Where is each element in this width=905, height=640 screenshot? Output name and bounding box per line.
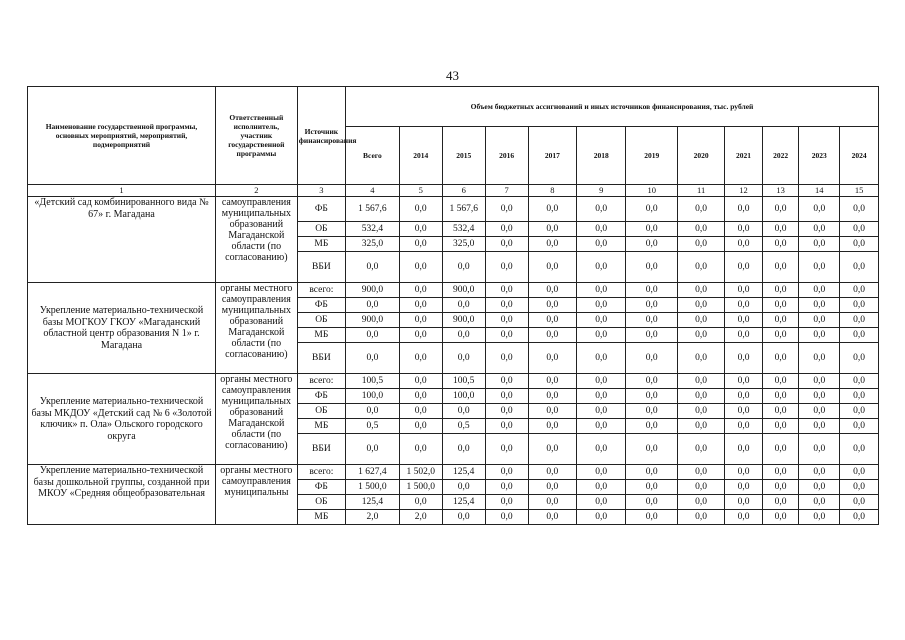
year-value-cell: 0,0	[485, 480, 528, 495]
year-value-cell: 0,0	[626, 298, 678, 313]
year-value-cell: 0,0	[677, 328, 724, 343]
funding-source: ОБ	[297, 495, 345, 510]
funding-source: МБ	[297, 510, 345, 525]
total-cell: 1 500,0	[346, 480, 400, 495]
year-value-cell: 0,0	[485, 197, 528, 222]
year-value-cell: 0,0	[399, 313, 442, 328]
year-value-cell: 0,0	[399, 495, 442, 510]
funding-source: всего:	[297, 283, 345, 298]
year-value-cell: 0,0	[725, 419, 763, 434]
total-cell: 900,0	[346, 313, 400, 328]
table-row	[28, 465, 879, 480]
column-number: 5	[399, 185, 442, 197]
year-value-cell: 0,0	[528, 404, 576, 419]
year-value-cell: 0,0	[442, 404, 485, 419]
header-year: 2020	[677, 127, 724, 185]
year-value-cell: 0,0	[577, 404, 626, 419]
funding-source: ОБ	[297, 222, 345, 237]
year-value-cell: 0,0	[677, 404, 724, 419]
year-value-cell: 0,0	[485, 389, 528, 404]
header-volume: Объем бюджетных ассигнований и иных источников финансирования, тыс. рублей	[346, 87, 879, 127]
year-value-cell: 0,0	[626, 313, 678, 328]
year-value-cell: 125,4	[442, 495, 485, 510]
year-value-cell: 0,0	[626, 328, 678, 343]
year-value-cell: 0,0	[577, 222, 626, 237]
year-value-cell: 0,0	[626, 434, 678, 465]
year-value-cell: 0,0	[528, 328, 576, 343]
column-number: 7	[485, 185, 528, 197]
year-value-cell: 0,0	[399, 328, 442, 343]
year-value-cell: 0,0	[626, 404, 678, 419]
year-value-cell: 0,0	[762, 283, 799, 298]
header-year: 2014	[399, 127, 442, 185]
year-value-cell: 0,0	[528, 298, 576, 313]
year-value-cell: 0,0	[626, 510, 678, 525]
year-value-cell: 0,0	[485, 222, 528, 237]
year-value-cell: 0,0	[577, 313, 626, 328]
year-value-cell: 0,0	[528, 252, 576, 283]
year-value-cell: 0,0	[485, 237, 528, 252]
year-value-cell: 0,0	[577, 328, 626, 343]
executor: органы местного самоуправления муниципальны	[216, 465, 298, 525]
total-cell: 100,0	[346, 389, 400, 404]
year-value-cell: 0,0	[799, 237, 840, 252]
year-value-cell: 0,0	[577, 434, 626, 465]
year-value-cell: 0,0	[677, 434, 724, 465]
year-value-cell: 0,0	[442, 328, 485, 343]
year-value-cell: 0,0	[799, 197, 840, 222]
funding-source: ОБ	[297, 313, 345, 328]
year-value-cell: 0,0	[762, 252, 799, 283]
year-value-cell: 0,0	[577, 389, 626, 404]
year-value-cell: 0,0	[725, 237, 763, 252]
year-value-cell: 0,0	[725, 465, 763, 480]
year-value-cell: 0,0	[528, 465, 576, 480]
year-value-cell: 0,0	[626, 252, 678, 283]
year-value-cell: 0,0	[577, 237, 626, 252]
column-number-row	[28, 185, 879, 197]
total-cell: 0,0	[346, 252, 400, 283]
year-value-cell: 0,0	[577, 510, 626, 525]
column-number: 15	[840, 185, 879, 197]
funding-source: ВБИ	[297, 252, 345, 283]
total-cell: 100,5	[346, 374, 400, 389]
year-value-cell: 0,0	[799, 252, 840, 283]
budget-table	[27, 86, 879, 525]
funding-source: ФБ	[297, 480, 345, 495]
year-value-cell: 0,0	[528, 222, 576, 237]
year-value-cell: 0,0	[528, 495, 576, 510]
year-value-cell: 0,0	[485, 495, 528, 510]
year-value-cell: 0,0	[442, 343, 485, 374]
year-value-cell: 0,0	[485, 313, 528, 328]
measure-name: Укрепление материально-технической базы дошкольной группы, созданной при МКОУ «Средняя общеобразовательная	[28, 465, 216, 525]
year-value-cell: 0,0	[725, 434, 763, 465]
year-value-cell: 0,0	[762, 374, 799, 389]
year-value-cell: 0,0	[528, 313, 576, 328]
executor: самоуправления муниципальных образований Магаданской области (по согласованию)	[216, 197, 298, 283]
year-value-cell: 0,0	[725, 389, 763, 404]
year-value-cell: 0,0	[399, 222, 442, 237]
year-value-cell: 0,0	[577, 343, 626, 374]
header-executor: Ответственный исполнитель, участник государственной программы	[216, 87, 298, 185]
year-value-cell: 0,0	[840, 419, 879, 434]
year-value-cell: 0,0	[840, 222, 879, 237]
year-value-cell: 0,0	[577, 283, 626, 298]
year-value-cell: 0,0	[762, 434, 799, 465]
table-row	[28, 283, 879, 298]
year-value-cell: 0,0	[677, 222, 724, 237]
funding-source: ОБ	[297, 404, 345, 419]
year-value-cell: 0,0	[762, 404, 799, 419]
year-value-cell: 0,0	[528, 197, 576, 222]
year-value-cell: 0,0	[725, 252, 763, 283]
year-value-cell: 0,0	[528, 283, 576, 298]
year-value-cell: 0,0	[485, 343, 528, 374]
year-value-cell: 0,0	[677, 510, 724, 525]
year-value-cell: 0,0	[677, 252, 724, 283]
column-number: 2	[216, 185, 298, 197]
funding-source: всего:	[297, 374, 345, 389]
year-value-cell: 0,0	[442, 252, 485, 283]
year-value-cell: 0,0	[626, 237, 678, 252]
year-value-cell: 0,0	[626, 465, 678, 480]
year-value-cell: 0,0	[762, 465, 799, 480]
year-value-cell: 0,0	[725, 298, 763, 313]
year-value-cell: 532,4	[442, 222, 485, 237]
year-value-cell: 0,0	[677, 480, 724, 495]
year-value-cell: 0,0	[577, 374, 626, 389]
year-value-cell: 0,0	[626, 419, 678, 434]
year-value-cell: 0,0	[762, 313, 799, 328]
year-value-cell: 0,0	[442, 298, 485, 313]
year-value-cell: 0,0	[799, 465, 840, 480]
year-value-cell: 0,0	[725, 197, 763, 222]
year-value-cell: 0,0	[840, 495, 879, 510]
year-value-cell: 0,0	[399, 419, 442, 434]
total-cell: 900,0	[346, 283, 400, 298]
year-value-cell: 0,5	[442, 419, 485, 434]
year-value-cell: 0,0	[762, 510, 799, 525]
year-value-cell: 0,0	[799, 328, 840, 343]
executor: органы местного самоуправления муниципальных образований Магаданской области (по согласованию)	[216, 283, 298, 374]
year-value-cell: 0,0	[840, 328, 879, 343]
header-total: Всего	[346, 127, 400, 185]
column-number: 13	[762, 185, 799, 197]
year-value-cell: 0,0	[840, 480, 879, 495]
year-value-cell: 0,0	[485, 419, 528, 434]
year-value-cell: 0,0	[626, 389, 678, 404]
year-value-cell: 0,0	[399, 374, 442, 389]
year-value-cell: 0,0	[485, 298, 528, 313]
year-value-cell: 0,0	[762, 480, 799, 495]
year-value-cell: 0,0	[840, 237, 879, 252]
funding-source: ФБ	[297, 389, 345, 404]
year-value-cell: 0,0	[799, 374, 840, 389]
year-value-cell: 1 502,0	[399, 465, 442, 480]
year-value-cell: 0,0	[626, 495, 678, 510]
year-value-cell: 0,0	[840, 313, 879, 328]
year-value-cell: 0,0	[442, 510, 485, 525]
year-value-cell: 0,0	[399, 434, 442, 465]
year-value-cell: 0,0	[677, 495, 724, 510]
year-value-cell: 0,0	[399, 237, 442, 252]
column-number: 3	[297, 185, 345, 197]
year-value-cell: 0,0	[840, 404, 879, 419]
total-cell: 0,0	[346, 298, 400, 313]
year-value-cell: 0,0	[485, 434, 528, 465]
year-value-cell: 0,0	[725, 495, 763, 510]
measure-name: «Детский сад комбинированного вида № 67» г. Магадана	[28, 197, 216, 283]
total-cell: 2,0	[346, 510, 400, 525]
year-value-cell: 0,0	[840, 510, 879, 525]
year-value-cell: 0,0	[677, 283, 724, 298]
table-row	[28, 197, 879, 222]
year-value-cell: 0,0	[485, 374, 528, 389]
column-number: 9	[577, 185, 626, 197]
year-value-cell: 0,0	[799, 434, 840, 465]
year-value-cell: 1 567,6	[442, 197, 485, 222]
year-value-cell: 0,0	[799, 495, 840, 510]
year-value-cell: 0,0	[799, 343, 840, 374]
year-value-cell: 0,0	[528, 510, 576, 525]
year-value-cell: 0,0	[677, 237, 724, 252]
year-value-cell: 0,0	[528, 389, 576, 404]
year-value-cell: 0,0	[577, 465, 626, 480]
header-year: 2018	[577, 127, 626, 185]
year-value-cell: 0,0	[840, 465, 879, 480]
header-year: 2015	[442, 127, 485, 185]
header-source: Источник финансирования	[297, 87, 345, 185]
column-number: 12	[725, 185, 763, 197]
year-value-cell: 0,0	[677, 374, 724, 389]
funding-source: МБ	[297, 419, 345, 434]
year-value-cell: 1 500,0	[399, 480, 442, 495]
column-number: 10	[626, 185, 678, 197]
year-value-cell: 0,0	[677, 197, 724, 222]
year-value-cell: 0,0	[577, 252, 626, 283]
year-value-cell: 0,0	[528, 419, 576, 434]
total-cell: 325,0	[346, 237, 400, 252]
year-value-cell: 0,0	[762, 343, 799, 374]
year-value-cell: 0,0	[577, 480, 626, 495]
measure-name: Укрепление материально-технической базы МКДОУ «Детский сад № 6 «Золотой ключик» п. Ола» Ольского городского округа	[28, 374, 216, 465]
year-value-cell: 0,0	[799, 480, 840, 495]
year-value-cell: 0,0	[626, 480, 678, 495]
year-value-cell: 0,0	[840, 389, 879, 404]
year-value-cell: 0,0	[399, 283, 442, 298]
year-value-cell: 0,0	[799, 222, 840, 237]
year-value-cell: 0,0	[725, 313, 763, 328]
year-value-cell: 0,0	[799, 510, 840, 525]
funding-source: всего:	[297, 465, 345, 480]
column-number: 1	[28, 185, 216, 197]
year-value-cell: 0,0	[577, 298, 626, 313]
year-value-cell: 0,0	[762, 298, 799, 313]
year-value-cell: 0,0	[799, 389, 840, 404]
year-value-cell: 0,0	[840, 434, 879, 465]
executor: органы местного самоуправления муниципальных образований Магаданской области (по согласованию)	[216, 374, 298, 465]
year-value-cell: 0,0	[725, 510, 763, 525]
year-value-cell: 0,0	[626, 343, 678, 374]
year-value-cell: 0,0	[442, 434, 485, 465]
year-value-cell: 0,0	[399, 298, 442, 313]
header-year: 2024	[840, 127, 879, 185]
table-row	[28, 374, 879, 389]
year-value-cell: 0,0	[762, 389, 799, 404]
header-year: 2016	[485, 127, 528, 185]
funding-source: МБ	[297, 237, 345, 252]
total-cell: 0,0	[346, 343, 400, 374]
year-value-cell: 0,0	[725, 328, 763, 343]
year-value-cell: 0,0	[799, 283, 840, 298]
total-cell: 0,0	[346, 404, 400, 419]
year-value-cell: 0,0	[485, 283, 528, 298]
total-cell: 0,5	[346, 419, 400, 434]
year-value-cell: 0,0	[677, 343, 724, 374]
year-value-cell: 0,0	[442, 480, 485, 495]
column-number: 11	[677, 185, 724, 197]
year-value-cell: 0,0	[399, 389, 442, 404]
year-value-cell: 0,0	[725, 480, 763, 495]
year-value-cell: 0,0	[725, 374, 763, 389]
year-value-cell: 0,0	[399, 252, 442, 283]
year-value-cell: 0,0	[626, 222, 678, 237]
year-value-cell: 0,0	[725, 222, 763, 237]
total-cell: 0,0	[346, 328, 400, 343]
year-value-cell: 0,0	[840, 252, 879, 283]
funding-source: ФБ	[297, 197, 345, 222]
year-value-cell: 0,0	[762, 197, 799, 222]
year-value-cell: 0,0	[528, 343, 576, 374]
year-value-cell: 0,0	[762, 419, 799, 434]
year-value-cell: 2,0	[399, 510, 442, 525]
year-value-cell: 0,0	[677, 313, 724, 328]
column-number: 14	[799, 185, 840, 197]
year-value-cell: 0,0	[799, 313, 840, 328]
year-value-cell: 0,0	[577, 197, 626, 222]
funding-source: ВБИ	[297, 343, 345, 374]
year-value-cell: 0,0	[677, 419, 724, 434]
year-value-cell: 0,0	[399, 197, 442, 222]
year-value-cell: 0,0	[677, 465, 724, 480]
header-year: 2021	[725, 127, 763, 185]
year-value-cell: 0,0	[577, 495, 626, 510]
header-year: 2023	[799, 127, 840, 185]
year-value-cell: 100,5	[442, 374, 485, 389]
year-value-cell: 0,0	[485, 328, 528, 343]
total-cell: 0,0	[346, 434, 400, 465]
year-value-cell: 0,0	[799, 298, 840, 313]
year-value-cell: 0,0	[762, 495, 799, 510]
header-year: 2017	[528, 127, 576, 185]
year-value-cell: 0,0	[399, 404, 442, 419]
total-cell: 1 627,4	[346, 465, 400, 480]
year-value-cell: 0,0	[725, 404, 763, 419]
year-value-cell: 0,0	[725, 283, 763, 298]
year-value-cell: 0,0	[485, 465, 528, 480]
year-value-cell: 0,0	[528, 237, 576, 252]
year-value-cell: 0,0	[399, 343, 442, 374]
year-value-cell: 0,0	[762, 328, 799, 343]
year-value-cell: 125,4	[442, 465, 485, 480]
year-value-cell: 0,0	[840, 374, 879, 389]
year-value-cell: 0,0	[799, 404, 840, 419]
year-value-cell: 0,0	[762, 237, 799, 252]
year-value-cell: 0,0	[725, 343, 763, 374]
total-cell: 1 567,6	[346, 197, 400, 222]
year-value-cell: 0,0	[485, 404, 528, 419]
total-cell: 125,4	[346, 495, 400, 510]
year-value-cell: 0,0	[577, 419, 626, 434]
header-name: Наименование государственной программы, основных мероприятий, мероприятий, подмероприятий	[28, 87, 216, 185]
year-value-cell: 0,0	[677, 389, 724, 404]
year-value-cell: 0,0	[528, 480, 576, 495]
header-year: 2022	[762, 127, 799, 185]
year-value-cell: 0,0	[528, 374, 576, 389]
year-value-cell: 0,0	[677, 298, 724, 313]
page-number: 43	[446, 68, 459, 83]
year-value-cell: 0,0	[485, 252, 528, 283]
measure-name: Укрепление материально-технической базы МОГКОУ ГКОУ «Магаданский областной центр образования N 1» г. Магадана	[28, 283, 216, 374]
funding-source: ФБ	[297, 298, 345, 313]
year-value-cell: 0,0	[626, 197, 678, 222]
column-number: 8	[528, 185, 576, 197]
year-value-cell: 325,0	[442, 237, 485, 252]
column-number: 6	[442, 185, 485, 197]
funding-source: ВБИ	[297, 434, 345, 465]
year-value-cell: 900,0	[442, 313, 485, 328]
year-value-cell: 0,0	[626, 283, 678, 298]
year-value-cell: 0,0	[840, 298, 879, 313]
year-value-cell: 0,0	[799, 419, 840, 434]
year-value-cell: 0,0	[840, 343, 879, 374]
year-value-cell: 900,0	[442, 283, 485, 298]
header-year: 2019	[626, 127, 678, 185]
funding-source: МБ	[297, 328, 345, 343]
year-value-cell: 0,0	[762, 222, 799, 237]
column-number: 4	[346, 185, 400, 197]
year-value-cell: 0,0	[528, 434, 576, 465]
year-value-cell: 0,0	[840, 283, 879, 298]
total-cell: 532,4	[346, 222, 400, 237]
year-value-cell: 0,0	[485, 510, 528, 525]
year-value-cell: 0,0	[840, 197, 879, 222]
year-value-cell: 0,0	[626, 374, 678, 389]
year-value-cell: 100,0	[442, 389, 485, 404]
